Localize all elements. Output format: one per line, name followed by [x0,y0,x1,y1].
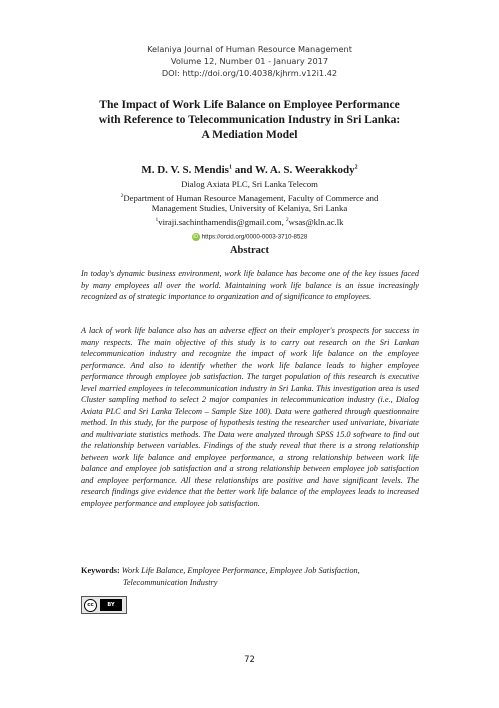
orcid-link[interactable]: https://orcid.org/0000-0003-3710-8528 [201,233,308,241]
authors-and: and [234,164,253,176]
abstract-paragraph-1: In today's dynamic business environment, work life balance has become one of the key issues faced by many employees all over the world. Maintaining work life balance is an issue increasingly recognized as of strategic importance to organization and of significance to employees. [81,269,419,301]
abstract-heading: Abstract [229,245,270,256]
author-2: W. A. S. Weerakkody [255,164,355,176]
email-1[interactable]: viraji.sachinthamendis@gmail.com, [158,216,284,227]
orcid-icon[interactable]: iD [193,234,199,240]
title-line-3: A Mediation Model [201,128,298,141]
keywords-line-2: Telecommunication Industry [123,577,218,587]
email-1-sup: 1 [155,217,159,223]
affiliation-2-line-1 [0,191,499,204]
cc-by-license-badge[interactable] [81,596,127,614]
affiliation-2a: Department of Human Resource Management, Faculty of Commerce and [123,192,379,203]
affiliation-2-sup: 2 [120,193,124,199]
keywords-label: Keywords: [81,566,120,575]
journal-doi[interactable]: DOI: http://doi.org/10.4038/kjhrm.v12i1.42 [161,68,338,78]
keywords-line-1: Work Life Balance, Employee Performance, Employee Job Satisfaction, [121,566,360,575]
abstract-paragraph-2: A lack of work life balance also has an adverse effect on their employer's prospects for success in many respects. The main objective of this study is to carry out research on the Sri Lankan telecommunication industry and recognize the impact of work life balance on the employee performance. And also to identify whether the work life balance leads to higher employee performance through employee job satisfaction. The target population of this research is executive level married employees in telecommunication industry in Sri Lanka. This investigation area is used Cluster sampling method to select 2 major companies in telecommunication industry (i.e., Dialog Axiata PLC and Sri Lanka Telecom – Sample Size 100). Data were gathered through questionnaire method. In this study, for the purpose of hypothesis testing the researcher used univariate, bivariate and multivariate statistics methods. The Data were analyzed through SPSS 15.0 software to find out the relationship between variables. Findings of the study reveal that there is a strong relationship between work life balance and employee performance, a strong relationship between work life balance and employee job satisfaction and a strong relationship between employee job satisfaction and employee performance. All these relationships are positive and have significant levels. The research findings give evidence that the better work life balance of the employees leads to increased employee performance and employee job satisfaction. [81,326,419,508]
journal-volume: Volume 12, Number 01 - January 2017 [170,56,329,66]
author-1-sup: 1 [228,164,232,171]
journal-name: Kelaniya Journal of Human Resource Management [147,44,352,54]
affiliation-1: Dialog Axiata PLC, Sri Lanka Telecom [181,179,318,189]
orcid-line [0,233,499,241]
title-line-2: with Reference to Telecommunication Industry in Sri Lanka: [98,113,401,126]
creative-commons-icon: cc [84,599,97,612]
page-number: 72 [244,655,255,665]
emails [0,215,499,228]
keywords [81,565,419,588]
paper-title [60,97,439,142]
authors [0,164,499,176]
email-2[interactable]: wsas@kln.ac.lk [288,216,344,227]
cc-by-label: BY [100,599,122,611]
author-2-sup: 2 [354,164,358,171]
author-1: M. D. V. S. Mendis [141,164,229,176]
title-line-1: The Impact of Work Life Balance on Employee Performance [99,98,400,111]
affiliation-2-line-2: Management Studies, University of Kelaniya, Sri Lanka [151,203,348,213]
email-2-sup: 2 [285,217,289,223]
